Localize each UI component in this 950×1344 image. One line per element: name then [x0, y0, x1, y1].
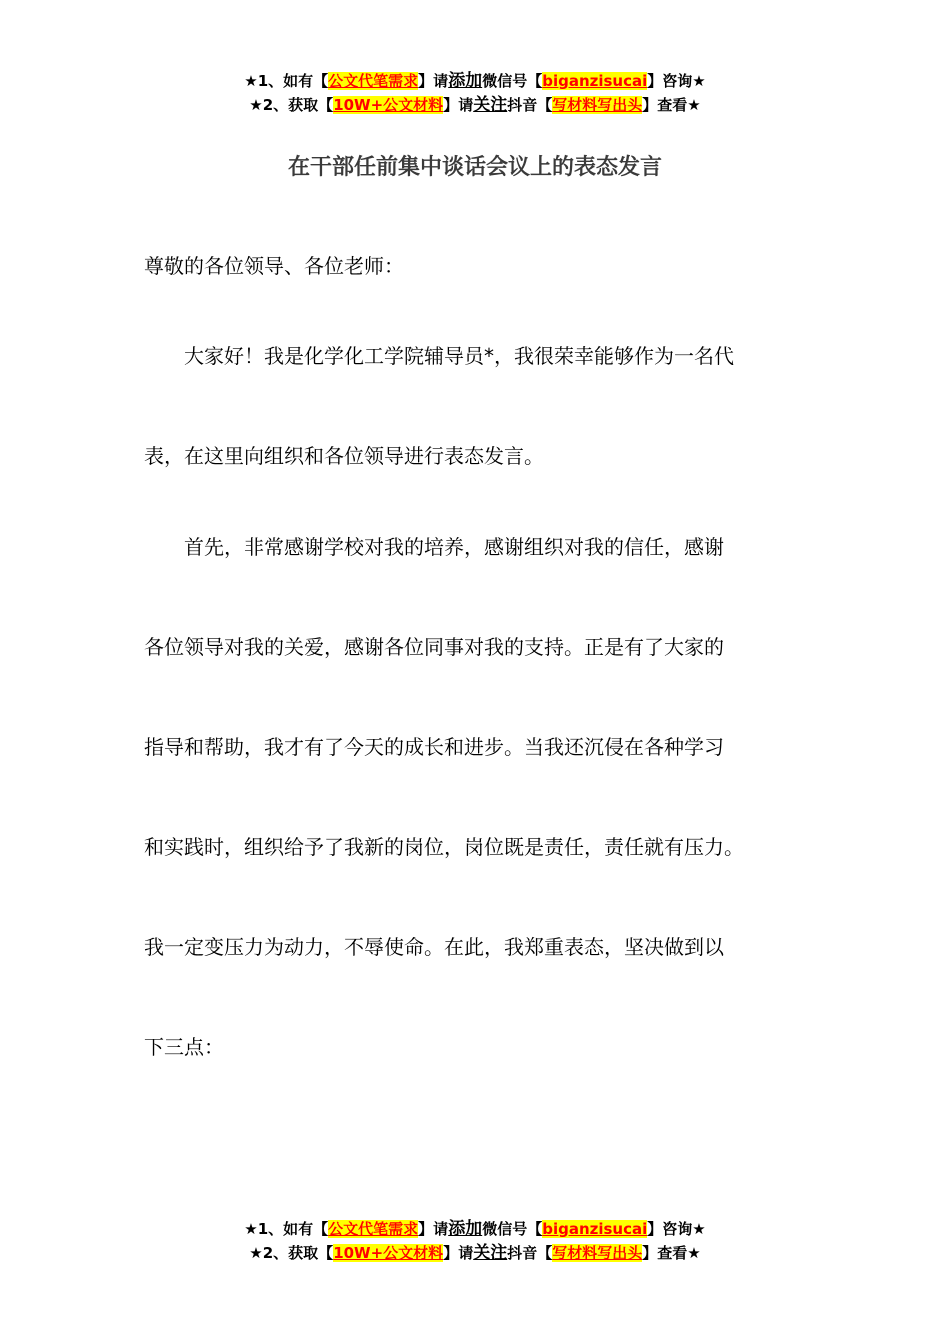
- banner-text: 】咨询★: [647, 1220, 706, 1238]
- paragraph-line: 我一定变压力为动力，不辱使命。在此，我郑重表态，坚决做到以: [144, 935, 724, 959]
- paragraph-line: 下三点：: [144, 1035, 224, 1059]
- document-title: 在干部任前集中谈话会议上的表态发言: [287, 155, 662, 180]
- banner-text: ★2、获取【: [249, 1244, 334, 1262]
- douyin-id-highlight: 写材料写出头: [552, 1244, 643, 1262]
- banner-text: 】请: [443, 96, 474, 114]
- banner-emphasis: 关注: [473, 95, 508, 115]
- banner-highlight: 公文代笔需求: [328, 1220, 419, 1238]
- douyin-id-highlight: 写材料写出头: [552, 96, 643, 114]
- banner-text: 微信号【: [482, 72, 543, 90]
- banner-emphasis: 关注: [473, 1243, 508, 1263]
- banner-text: 微信号【: [482, 1220, 543, 1238]
- banner-line-2: [0, 1241, 950, 1265]
- paragraph-line: 大家好！我是化学化工学院辅导员*，我很荣幸能够作为一名代: [184, 344, 734, 368]
- paragraph-thanks: [144, 497, 824, 1097]
- greeting: 尊敬的各位领导、各位老师：: [144, 254, 404, 278]
- banner-highlight: 10W+公文材料: [333, 96, 444, 114]
- banner-text: ★1、如有【: [244, 72, 329, 90]
- paragraph-line: 各位领导对我的关爱，感谢各位同事对我的支持。正是有了大家的: [144, 635, 724, 659]
- banner-text: 】请: [418, 72, 449, 90]
- banner-highlight: 10W+公文材料: [333, 1244, 444, 1262]
- paragraph-line: 首先，非常感谢学校对我的培养，感谢组织对我的信任，感谢: [184, 535, 724, 559]
- paragraph-line: 指导和帮助，我才有了今天的成长和进步。当我还沉侵在各种学习: [144, 735, 724, 759]
- banner-text: ★2、获取【: [249, 96, 334, 114]
- banner-highlight: 公文代笔需求: [328, 72, 419, 90]
- banner-line-1: [0, 69, 950, 93]
- banner-line-1: [0, 1217, 950, 1241]
- paragraph-line: 表，在这里向组织和各位领导进行表态发言。: [144, 444, 544, 468]
- banner-text: 抖音【: [507, 1244, 553, 1262]
- banner-text: 】咨询★: [647, 72, 706, 90]
- banner-text: 】请: [418, 1220, 449, 1238]
- paragraph-intro: [144, 306, 824, 506]
- wechat-id-highlight: biganzisucai: [542, 1220, 648, 1238]
- banner-emphasis: 添加: [448, 1219, 483, 1239]
- footer-banner: [0, 1217, 950, 1265]
- banner-text: 】查看★: [642, 96, 701, 114]
- banner-text: 】请: [443, 1244, 474, 1262]
- header-banner: [0, 69, 950, 117]
- paragraph-line: 和实践时，组织给予了我新的岗位，岗位既是责任，责任就有压力。: [144, 835, 744, 859]
- banner-emphasis: 添加: [448, 71, 483, 91]
- banner-text: ★1、如有【: [244, 1220, 329, 1238]
- banner-text: 抖音【: [507, 96, 553, 114]
- banner-text: 】查看★: [642, 1244, 701, 1262]
- wechat-id-highlight: biganzisucai: [542, 72, 648, 90]
- banner-line-2: [0, 93, 950, 117]
